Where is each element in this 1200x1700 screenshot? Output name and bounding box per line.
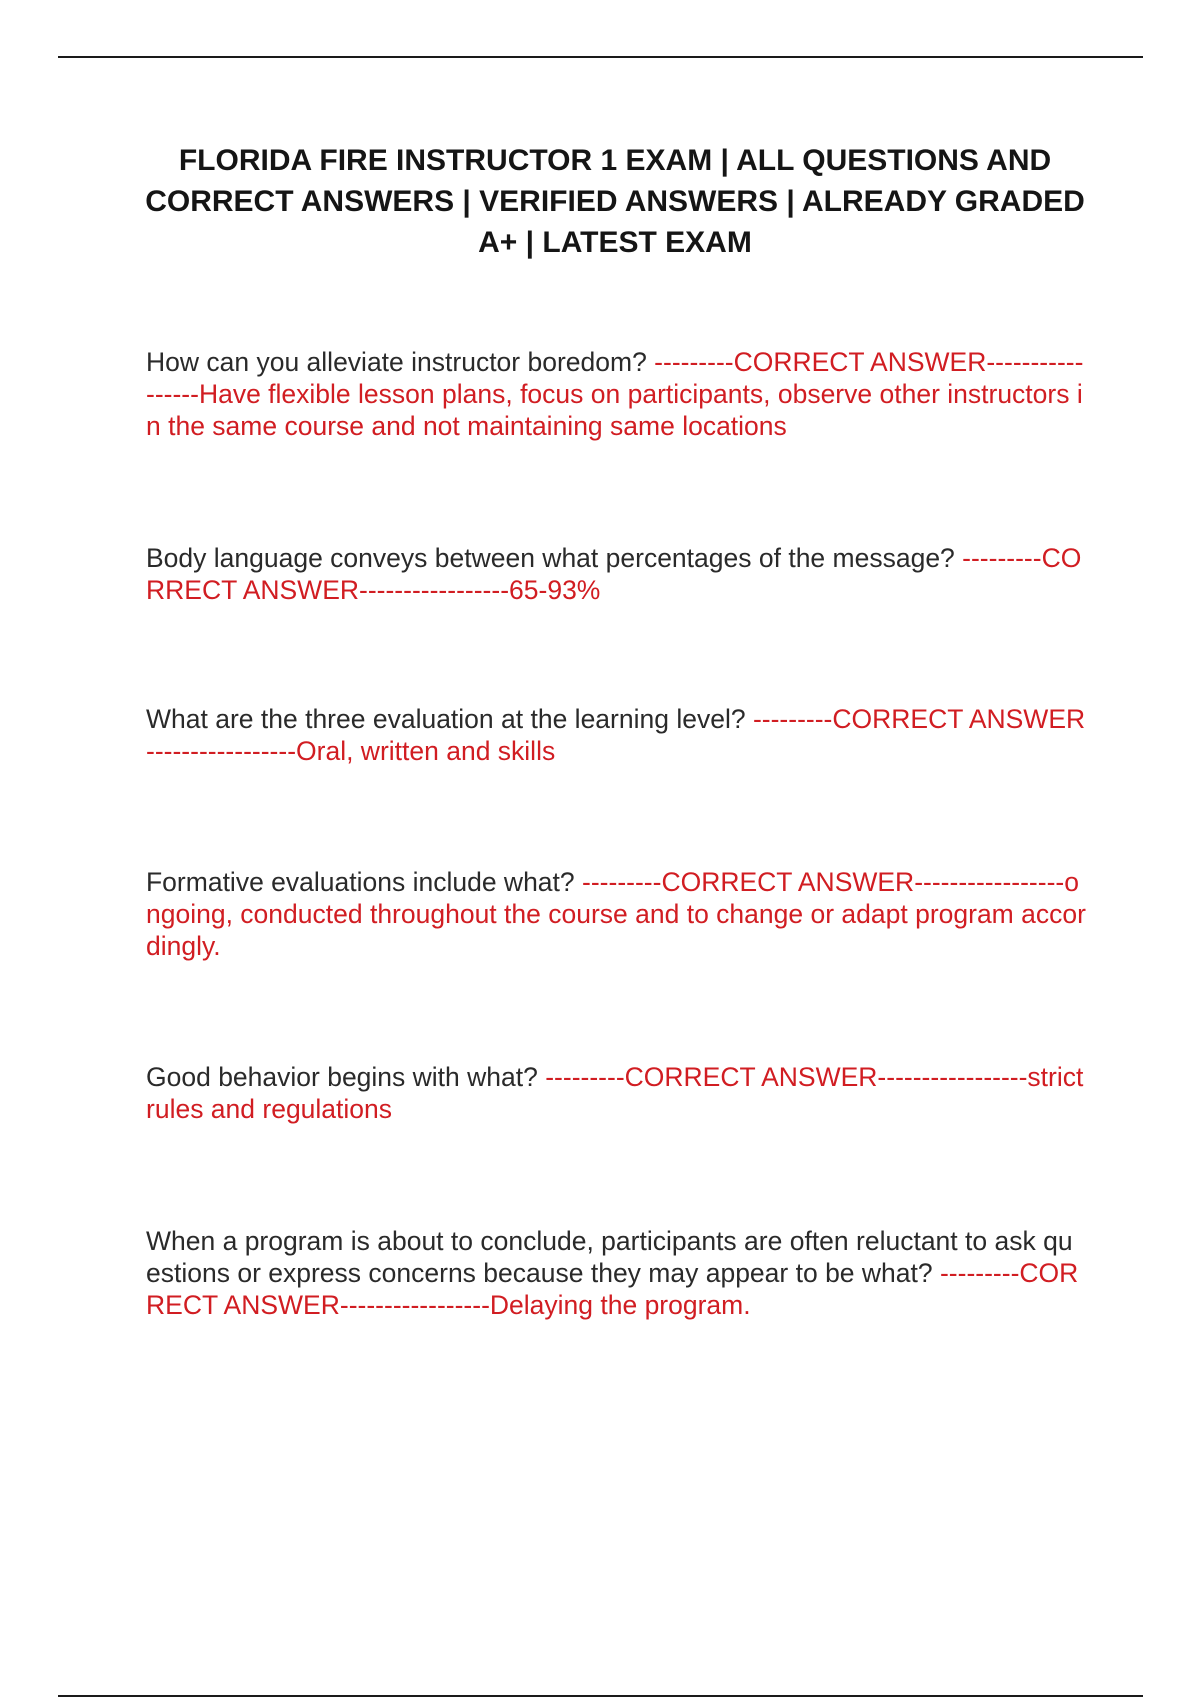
question-text: What are the three evaluation at the learning level?	[146, 704, 753, 734]
top-divider	[58, 56, 1143, 58]
question-text: When a program is about to conclude, participants are often reluctant to ask questions or express concerns because they may appear to be what?	[146, 1226, 1073, 1288]
answer-text: ---------CORRECT ANSWER-----------------ongoing, conducted throughout the course and to change or adapt program accordingly.	[146, 867, 1086, 961]
question-text: How can you alleviate instructor boredom?	[146, 347, 655, 377]
document-title: FLORIDA FIRE INSTRUCTOR 1 EXAM | ALL QUESTIONS AND CORRECT ANSWERS | VERIFIED ANSWERS | ALREADY GRADED A+ | LATEST EXAM	[145, 144, 1085, 259]
answer-text: ---------CORRECT ANSWER-----------------Oral, written and skills	[146, 704, 1086, 766]
answer-text: ---------CORRECT ANSWER-----------------65-93%	[146, 543, 1082, 605]
qa-item	[146, 542, 1086, 606]
qa-item	[146, 1061, 1086, 1125]
qa-item	[146, 1225, 1086, 1321]
qa-item	[146, 346, 1086, 442]
bottom-divider	[58, 1695, 1143, 1697]
question-text: Formative evaluations include what?	[146, 867, 583, 897]
question-text: Body language conveys between what percentages of the message?	[146, 543, 963, 573]
qa-item	[146, 866, 1086, 962]
answer-text: ---------CORRECT ANSWER-----------------Delaying the program.	[146, 1258, 1079, 1320]
question-text: Good behavior begins with what?	[146, 1062, 546, 1092]
answer-text: ---------CORRECT ANSWER-----------------strict rules and regulations	[146, 1062, 1084, 1124]
answer-text: ---------CORRECT ANSWER-----------------Have flexible lesson plans, focus on participants, observe other instructors in the same course and not maintaining same locations	[146, 347, 1084, 441]
qa-item	[146, 703, 1086, 767]
